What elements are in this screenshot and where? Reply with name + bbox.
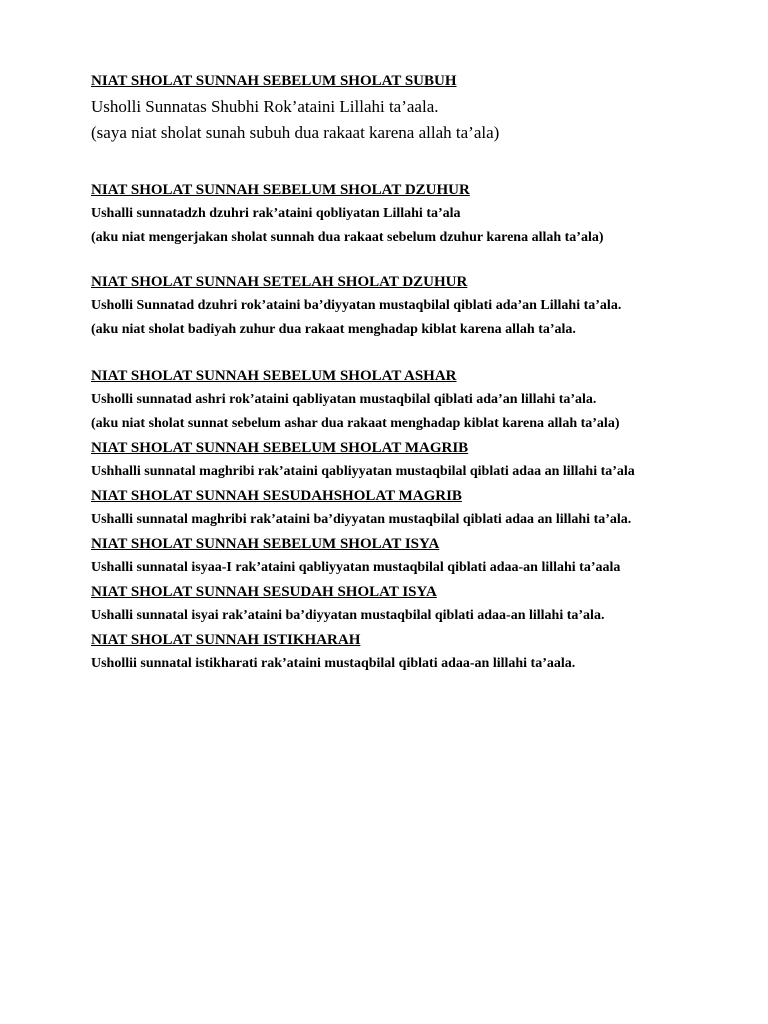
section-heading: NIAT SHOLAT SUNNAH SEBELUM SHOLAT DZUHUR — [91, 182, 470, 198]
section-heading: NIAT SHOLAT SUNNAH ISTIKHARAH — [91, 632, 361, 648]
section-heading: NIAT SHOLAT SUNNAH SEBELUM SHOLAT SUBUH — [91, 73, 457, 89]
document-page — [91, 72, 691, 679]
niat-text: Ushalli sunnatadzh dzuhri rak’ataini qobliyatan Lillahi ta’ala — [91, 206, 461, 221]
section-sebelum-isya — [91, 535, 691, 577]
niat-text: Ushalli sunnatal isyaa-I rak’ataini qabliyyatan mustaqbilal qiblati adaa-an lillahi ta’aala — [91, 560, 621, 575]
niat-text: Usholli sunnatad ashri rok’ataini qabliyatan mustaqbilal qiblati ada’an lillahi ta’ala. — [91, 392, 597, 407]
section-istikharah — [91, 631, 691, 673]
niat-text: Usholli Sunnatas Shubhi Rok’ataini Lillahi ta’aala. — [91, 97, 439, 116]
section-subuh — [91, 72, 691, 143]
niat-text: Ushhalli sunnatal maghribi rak’ataini qabliyyatan mustaqbilal qiblati adaa an lillahi ta’ala — [91, 464, 635, 479]
niat-text: Ushalli sunnatal maghribi rak’ataini ba’diyyatan mustaqbilal qiblati adaa an lillahi ta’ala. — [91, 512, 632, 527]
niat-translation: (saya niat sholat sunah subuh dua rakaat karena allah ta’ala) — [91, 123, 500, 142]
section-heading: NIAT SHOLAT SUNNAH SEBELUM SHOLAT ISYA — [91, 536, 440, 552]
niat-translation: (aku niat sholat sunnat sebelum ashar dua rakaat menghadap kiblat karena allah ta’ala) — [91, 416, 620, 431]
section-heading: NIAT SHOLAT SUNNAH SETELAH SHOLAT DZUHUR — [91, 274, 468, 290]
section-sesudah-isya — [91, 583, 691, 625]
section-sebelum-dzuhur — [91, 181, 691, 247]
section-heading: NIAT SHOLAT SUNNAH SESUDAHSHOLAT MAGRIB — [91, 488, 462, 504]
niat-translation: (aku niat mengerjakan sholat sunnah dua rakaat sebelum dzuhur karena allah ta’ala) — [91, 230, 604, 245]
section-heading: NIAT SHOLAT SUNNAH SEBELUM SHOLAT MAGRIB — [91, 440, 469, 456]
niat-text: Usholli Sunnatad dzuhri rok’ataini ba’diyyatan mustaqbilal qiblati ada’an Lillahi ta’ala. — [91, 298, 622, 313]
section-heading: NIAT SHOLAT SUNNAH SEBELUM SHOLAT ASHAR — [91, 368, 457, 384]
section-sebelum-magrib — [91, 439, 691, 481]
section-heading: NIAT SHOLAT SUNNAH SESUDAH SHOLAT ISYA — [91, 584, 437, 600]
niat-text: Ushollii sunnatal istikharati rak’ataini mustaqbilal qiblati adaa-an lillahi ta’aala. — [91, 656, 576, 671]
niat-translation: (aku niat sholat badiyah zuhur dua rakaat menghadap kiblat karena allah ta’ala. — [91, 322, 576, 337]
section-sebelum-ashar — [91, 367, 691, 433]
section-sesudah-magrib — [91, 487, 691, 529]
niat-text: Ushalli sunnatal isyai rak’ataini ba’diyyatan mustaqbilal qiblati adaa-an lillahi ta’ala. — [91, 608, 605, 623]
section-setelah-dzuhur — [91, 273, 691, 339]
